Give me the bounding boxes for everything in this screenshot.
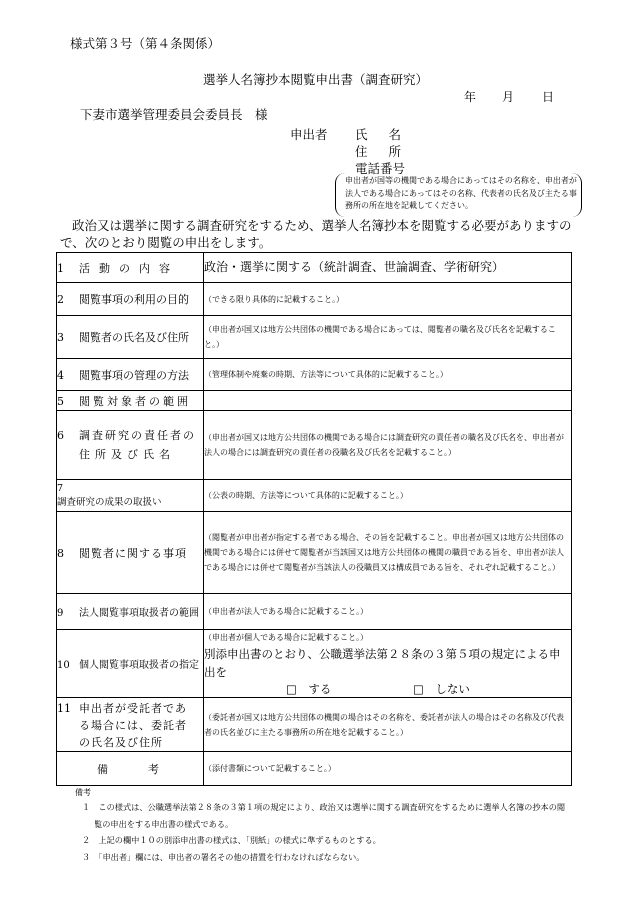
table-row	[57, 752, 572, 786]
row-number: 6	[57, 429, 64, 442]
option-no-checkbox[interactable]: □ しない	[413, 682, 470, 696]
applicant-note: 申出者が国等の機関である場合にあってはその名称を、申出者が法人である場合にあってはその名称、代表者の氏名及び主たる事務所の所在地を記載してください。	[345, 176, 577, 211]
row-number: 10	[57, 660, 70, 671]
row-label-text: 閲覧対象者の範囲	[79, 394, 191, 408]
table-row	[57, 480, 572, 512]
management-method-field[interactable]: （管理体制や廃棄の時期、方法等について具体的に記載すること。）	[204, 359, 572, 391]
date-month-label: 月	[502, 90, 515, 104]
page-title: 選挙人名簿抄本閲覧申出書（調査研究）	[203, 72, 429, 87]
row-label-text: 法人閲覧事項取扱者の範囲	[79, 608, 199, 619]
target-range-field[interactable]	[204, 391, 572, 411]
consignor-field[interactable]: （委託者が国又は地方公共団体の機関の場合はその名称を、委託者が法人の場合はその名称及び代表者の氏名並びに主たる事務所の所在地を記載すること。）	[204, 698, 572, 752]
research-manager-field[interactable]: （申出者が国又は地方公共団体の機関である場合には調査研究の責任者の職名及び氏名を、申出者が法人の場合には調査研究の責任者の役職名及び氏名を記載すること。）	[204, 411, 572, 480]
row-label-text: 調査研究の成果の取扱い	[57, 497, 162, 508]
applicant-name-label: 氏名	[355, 127, 423, 142]
date-day-label: 日	[542, 90, 555, 104]
notes-title: 備考	[75, 788, 91, 797]
row-label	[57, 253, 204, 283]
row-label-text: 活動の内容	[79, 261, 179, 275]
applicant-address-label: 住所	[355, 144, 423, 159]
purpose-field[interactable]: （できる限り具体的に記載すること。）	[204, 283, 572, 316]
addressee: 下妻市選挙管理委員会委員長 様	[80, 107, 268, 122]
table-row	[57, 411, 572, 480]
note-item: ３ 「申出者」欄には、申出者の署名その他の措置を行わなければならない。	[82, 851, 365, 862]
viewer-matters-field[interactable]: （閲覧者が申出者が指定する者である場合、その旨を記載すること。申出者が国又は地方公共団体の機関である場合には併せて閲覧者が当該国又は地方公共団体の機関の職員である旨を、申出者が法人である場合には併せて閲覧者が当該法人の役職員又は構成員である旨を、それぞれ記載すること。）	[204, 512, 572, 594]
form-number: 様式第３号（第４条関係）	[70, 36, 221, 51]
row-number: 8	[57, 546, 64, 560]
applicant-label: 申出者	[290, 127, 328, 142]
option-yes-checkbox[interactable]: □ する	[286, 682, 332, 696]
remarks-field[interactable]: （添付書類について記載すること。）	[204, 752, 572, 786]
row-number: 7	[57, 483, 64, 494]
table-row	[57, 253, 572, 283]
row-number: 2	[57, 293, 64, 306]
row-number: 1	[57, 261, 64, 275]
table-row	[57, 630, 572, 698]
table-row	[57, 698, 572, 752]
viewer-name-address-field[interactable]: （申出者が国又は地方公共団体の機関である場合にあっては、閲覧者の職名及び氏名を記載すること。）	[204, 316, 572, 359]
results-handling-field[interactable]: （公表の時期、方法等について具体的に記載すること。）	[204, 480, 572, 512]
individual-handler-options	[204, 682, 571, 697]
row-label-text: 閲覧者の氏名及び住所	[79, 331, 189, 344]
row-number: 3	[57, 331, 64, 344]
individual-handler-note: （申出者が個人である場合に記載すること。）	[204, 633, 368, 642]
table-row	[57, 283, 572, 316]
table-row	[57, 594, 572, 630]
individual-handler-field[interactable]	[204, 630, 572, 698]
table-row	[57, 512, 572, 594]
table-row	[57, 316, 572, 359]
note-item: １ この様式は、公職選挙法第２８条の３第１項の規定により、政治又は選挙に関する調査研究をするために選挙人名簿の抄本の閲覧の申出をする申出書の様式である。	[82, 802, 566, 829]
row-label-text: 閲覧事項の管理の方法	[79, 368, 189, 382]
individual-handler-statement: 別添申出書のとおり、公職選挙法第２８条の３第５項の規定による申出を	[204, 647, 561, 679]
row-label-text-2: 住所及び氏名	[79, 448, 175, 461]
corporate-handler-field[interactable]: （申出者が法人である場合に記載すること。）	[204, 594, 572, 630]
row-label-text: 備考	[97, 762, 199, 776]
row-label-text: 申出者が受託者である場合には、委託者の氏名及び住所	[79, 702, 187, 749]
row-number: 9	[57, 608, 64, 619]
note-item: ２ 上記の欄中１０の別添申出書の様式は、「別紙」の様式に準ずるものとする。	[82, 835, 381, 845]
row-label-text: 閲覧事項の利用の目的	[79, 293, 189, 306]
table-row	[57, 359, 572, 391]
intro-text: 政治又は選挙に関する調査研究をするため、選挙人名簿抄本を閲覧する必要がありますので、次のとおり閲覧の申出をします。	[60, 218, 572, 250]
row-label-text: 個人閲覧事項取扱者の指定	[79, 660, 199, 671]
row-number: 11	[57, 702, 71, 715]
applicant-phone-label: 電話番号	[355, 161, 406, 176]
notes-list	[82, 799, 572, 865]
row-label-text: 調査研究の責任者の	[79, 429, 196, 442]
date-year-label: 年	[464, 90, 477, 104]
table-row	[57, 391, 572, 411]
application-table	[56, 252, 572, 786]
row-number: 4	[57, 368, 64, 382]
activity-content-value[interactable]: 政治・選挙に関する（統計調査、世論調査、学術研究）	[204, 253, 572, 283]
row-number: 5	[57, 394, 64, 408]
row-label-text: 閲覧者に関する事項	[79, 546, 187, 560]
